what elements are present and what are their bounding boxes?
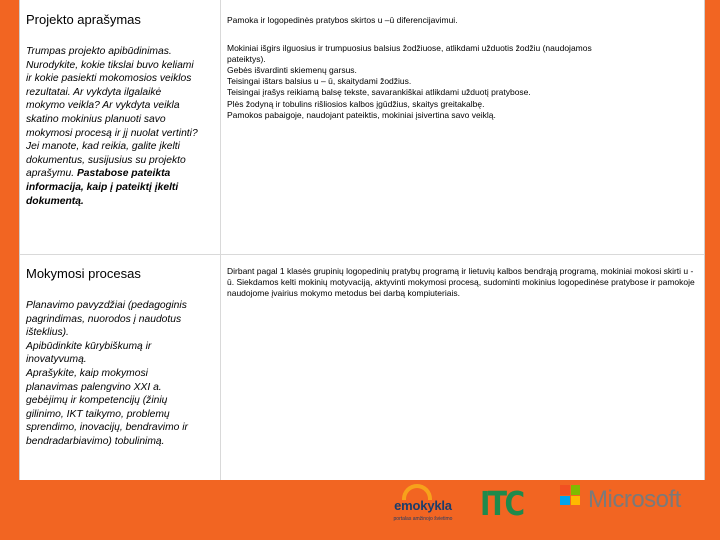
objective-line: Gebės išvardinti skiemenų garsus. (227, 65, 357, 76)
process-line: Dirbant pagal 1 klasės grupinių logopedinių pratybų programą ir lietuvių kalbos bendrąją programą, (227, 266, 599, 276)
planning-description (26, 299, 216, 449)
planning-line: gilinimo, IKT taikymo, problemų (26, 408, 170, 420)
objective-line: Mokiniai išgirs ilguosius ir trumpuosius balsius žodžiuose, atlikdami užduotis žodžiu (naudojamos (227, 43, 592, 54)
description-line: ir kokie pasiekti mokomosios veiklos (26, 73, 192, 85)
description-line: aprašymu. (26, 168, 77, 180)
description-line: Trumpas projekto apibūdinimas. (26, 46, 172, 57)
objective-line: pateiktys). (227, 54, 266, 65)
planning-line: Aprašykite, kaip mokymosi (26, 367, 148, 379)
description-line: mokymosi procesą ir jį nuolat vertinti? (26, 127, 198, 139)
ms-square-green (571, 485, 581, 495)
process-line: sudominti mokinius logopedinėse pratybose ir pamokoje naudojome įvairius mokymo metodus bei (227, 277, 695, 299)
lesson-topic: Pamoka ir logopedinės pratybos skirtos u –ū diferencijavimui. (227, 15, 458, 25)
objective-line: Plės žodyną ir tobulins rišliosios kalbos įgūdžius, skaitys greitakalbę. (227, 98, 485, 109)
planning-line: Apibūdinkite kūrybiškumą ir (26, 340, 152, 352)
planning-line: planavimas palengvino XXI a. (26, 381, 162, 393)
project-description-cell (26, 12, 216, 208)
column-divider (220, 0, 221, 480)
lesson-objectives-cell (227, 12, 697, 121)
objective-line: Pamokos pabaigoje, naudojant pateiktis, mokiniai įsivertina savo veiklą. (227, 109, 496, 120)
project-description-text (26, 45, 216, 208)
ms-square-red (560, 485, 570, 495)
description-line: dokumentus, susijusius su projekto (26, 154, 186, 166)
ms-square-yellow (571, 496, 581, 506)
objective-line: Teisingai įrašys reikiamą balsę tekste, savarankiškai atlikdami užduotį pratybose. (227, 87, 531, 98)
planning-line: bendradarbiavimo) tobulinimą. (26, 435, 165, 447)
description-line: rezultatai. Ar vykdyta ilgalaikė (26, 86, 162, 98)
microsoft-logo (560, 485, 710, 519)
microsoft-squares-icon (560, 485, 580, 505)
process-line: mokiniai mokosi skirti u - ū. Siekdamos kelti mokinių motyvaciją, aktyvinti mokymosi procesą, (227, 266, 694, 288)
notes-hint: Pastabose pateikta (76, 168, 171, 180)
description-line: Jei manote, kad reikia, galite įkelti (26, 141, 180, 153)
microsoft-logo-text: Microsoft (588, 486, 681, 513)
emokykla-tagline: portalas amžinojo švietimo (393, 516, 453, 522)
planning-line: pagrindimas, nuorodos į naudotus (26, 313, 182, 325)
process-description-cell (227, 266, 697, 299)
process-line: darbą kompiuteriais. (383, 288, 460, 299)
process-description (227, 266, 697, 299)
learning-process-cell (26, 266, 216, 449)
planning-line: inovatyvumą. (26, 354, 87, 366)
ms-square-blue (560, 496, 570, 506)
planning-line: sprendimo, inovacijų, bendravimo ir (26, 422, 188, 434)
notes-hint: dokumentą. (26, 195, 84, 207)
section-heading-project: Projekto aprašymas (26, 12, 141, 27)
description-line: skatino mokinius planuoti savo (26, 113, 166, 125)
description-line: mokymo veikla? Ar vykdyta veikla (26, 100, 180, 112)
content-table (19, 0, 705, 480)
objectives-list (227, 43, 697, 121)
section-heading-process: Mokymosi procesas (26, 266, 141, 281)
itc-logo: ITC (480, 484, 523, 523)
description-line: Nurodykite, kokie tikslai buvo keliami (26, 59, 194, 71)
emokykla-logo-text: emokykla (394, 498, 452, 513)
emokykla-logo (388, 484, 458, 530)
objective-line: Teisingai ištars balsius u – ū, skaitydami žodžius. (227, 76, 412, 87)
notes-hint: informacija, kaip į pateiktį įkelti (26, 181, 179, 193)
planning-line: Planavimo pavyzdžiai (pedagoginis (26, 300, 187, 311)
planning-line: išteklius). (26, 327, 69, 339)
row-divider (20, 254, 704, 255)
planning-line: gebėjimų ir kompetencijų (žinių (26, 395, 168, 407)
description-line-mixed (26, 167, 216, 181)
